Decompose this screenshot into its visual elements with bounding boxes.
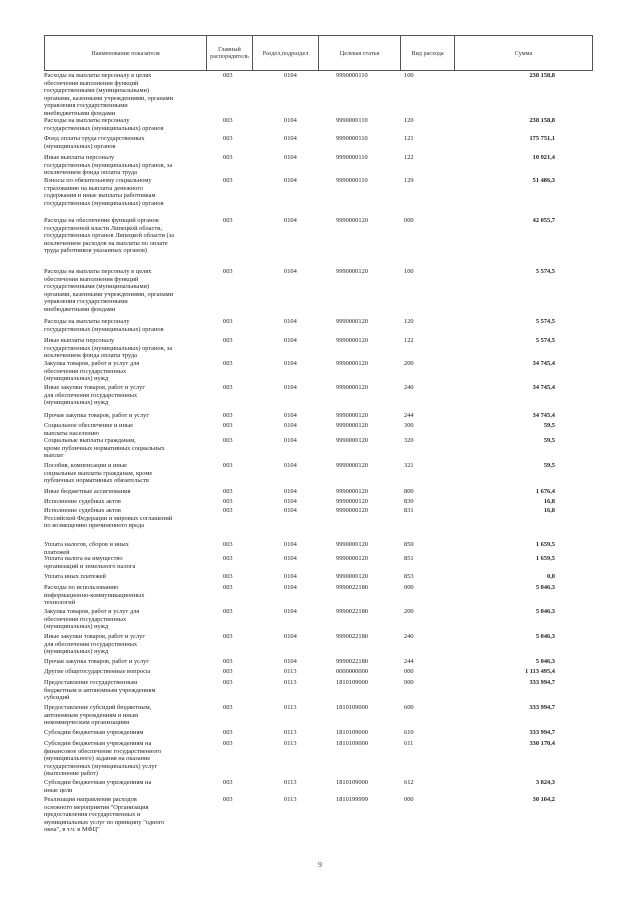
row-exptype: 000 — [404, 796, 414, 803]
row-sum: 10 921,4 — [532, 154, 555, 161]
row-sum: 59,5 — [543, 462, 555, 469]
row-exptype: 853 — [404, 573, 414, 580]
row-admin: 003 — [223, 135, 233, 142]
row-sum: 1 676,4 — [535, 488, 555, 495]
row-sum: 3 824,3 — [535, 779, 555, 786]
row-article: 9990022180 — [336, 658, 368, 665]
row-section: 0104 — [284, 217, 297, 224]
row-exptype: 240 — [404, 633, 414, 640]
row-section: 0113 — [284, 796, 297, 803]
row-section: 0104 — [284, 412, 297, 419]
row-sum: 333 994,7 — [529, 704, 555, 711]
row-name: Иные выплаты персоналу государственных (муниципальных) органов, за исключением фонда оплаты труда — [44, 154, 173, 177]
row-sum: 34 745,4 — [532, 360, 555, 367]
row-sum: 5 046,3 — [535, 608, 555, 615]
row-admin: 003 — [223, 779, 233, 786]
row-admin: 003 — [223, 154, 233, 161]
row-exptype: 200 — [404, 608, 414, 615]
row-admin: 003 — [223, 740, 233, 747]
row-section: 0104 — [284, 422, 297, 429]
row-exptype: 321 — [404, 462, 414, 469]
row-sum: 30 104,2 — [532, 796, 555, 803]
row-admin: 003 — [223, 412, 233, 419]
row-exptype: 610 — [404, 729, 414, 736]
row-article: 9990000120 — [336, 488, 368, 495]
row-admin: 003 — [223, 488, 233, 495]
row-admin: 003 — [223, 462, 233, 469]
row-exptype: 122 — [404, 154, 414, 161]
row-section: 0104 — [284, 135, 297, 142]
row-article: 1810109000 — [336, 740, 368, 747]
row-admin: 003 — [223, 573, 233, 580]
row-section: 0104 — [284, 72, 297, 79]
row-article: 9990000110 — [336, 72, 368, 79]
row-name: Субсидии бюджетным учреждениям на финансовое обеспечение государственного (муниципального) задания на оказание государственных (муниципальных) услуг (выполнение работ) — [44, 740, 162, 778]
row-article: 1810109000 — [336, 679, 368, 686]
row-sum: 5 574,5 — [535, 318, 555, 325]
row-section: 0104 — [284, 573, 297, 580]
header-exptype: Вид расхода — [401, 36, 455, 70]
row-name: Иные закупки товаров, работ и услуг для обеспечения государственных (муниципальных) нужд — [44, 633, 145, 656]
row-section: 0113 — [284, 729, 297, 736]
row-admin: 003 — [223, 217, 233, 224]
row-section: 0113 — [284, 704, 297, 711]
row-section: 0104 — [284, 154, 297, 161]
row-article: 9990000120 — [336, 360, 368, 367]
row-sum: 5 574,5 — [535, 268, 555, 275]
row-name: Расходы по использованию информационно-коммуникационных технологий — [44, 584, 145, 607]
row-article: 9990000120 — [336, 217, 368, 224]
row-exptype: 120 — [404, 117, 414, 124]
row-name: Закупка товаров, работ и услуг для обеспечения государственных (муниципальных) нужд — [44, 360, 140, 383]
row-exptype: 830 — [404, 498, 414, 505]
row-section: 0104 — [284, 437, 297, 444]
row-admin: 003 — [223, 437, 233, 444]
row-name: Взносы по обязательному социальному страхованию на выплаты денежного содержания и иные выплаты работникам государственных (муниципальных) органов — [44, 177, 164, 207]
row-section: 0104 — [284, 541, 297, 548]
row-name: Субсидии бюджетным учреждениям — [44, 729, 144, 736]
row-article: 9990000120 — [336, 507, 368, 514]
header-admin: Главный распорядитель — [207, 36, 253, 70]
row-admin: 003 — [223, 337, 233, 344]
row-sum: 51 486,3 — [532, 177, 555, 184]
row-sum: 16,8 — [543, 498, 555, 505]
row-sum: 5 046,3 — [535, 633, 555, 640]
table-header — [44, 35, 593, 71]
row-name: Расходы на выплаты персоналу государственных (муниципальных) органов — [44, 318, 164, 333]
row-sum: 59,5 — [543, 422, 555, 429]
row-exptype: 200 — [404, 360, 414, 367]
row-sum: 1 659,5 — [535, 541, 555, 548]
row-sum: 16,8 — [543, 507, 555, 514]
row-sum: 238 158,8 — [529, 117, 555, 124]
row-admin: 003 — [223, 318, 233, 325]
row-admin: 003 — [223, 608, 233, 615]
row-admin: 003 — [223, 268, 233, 275]
row-sum: 34 745,4 — [532, 412, 555, 419]
row-exptype: 244 — [404, 658, 414, 665]
row-sum: 34 745,4 — [532, 384, 555, 391]
row-section: 0113 — [284, 740, 297, 747]
row-exptype: 300 — [404, 422, 414, 429]
row-name: Реализация направления расходов основного мероприятия "Организация предоставления государственных и муниципальных услуг по принципу "одного окна", в т.ч. в МФЦ" — [44, 796, 165, 834]
row-sum: 59,5 — [543, 437, 555, 444]
row-admin: 003 — [223, 796, 233, 803]
row-name: Социальные выплаты гражданам, кроме публичных нормативных социальных выплат — [44, 437, 165, 460]
row-name: Уплата иных платежей — [44, 573, 106, 580]
row-name: Расходы на выплаты персоналу в целях обеспечения выполнения функций государственными (муниципальными) органами, казенными учреждениями, органами управления государственными внебюджетными фондами — [44, 268, 174, 313]
row-name: Исполнение судебных актов — [44, 498, 121, 505]
row-exptype: 122 — [404, 337, 414, 344]
row-exptype: 100 — [404, 72, 414, 79]
row-article: 9990000110 — [336, 135, 368, 142]
row-article: 9990022180 — [336, 584, 368, 591]
row-exptype: 800 — [404, 488, 414, 495]
row-section: 0104 — [284, 488, 297, 495]
row-article: 9990000110 — [336, 117, 368, 124]
row-exptype: 121 — [404, 135, 414, 142]
row-name: Закупка товаров, работ и услуг для обеспечения государственных (муниципальных) нужд — [44, 608, 140, 631]
row-article: 1810199999 — [336, 796, 368, 803]
row-exptype: 000 — [404, 679, 414, 686]
row-admin: 003 — [223, 422, 233, 429]
row-admin: 003 — [223, 729, 233, 736]
row-section: 0104 — [284, 658, 297, 665]
row-admin: 003 — [223, 541, 233, 548]
row-article: 9990000120 — [336, 412, 368, 419]
row-article: 0000000000 — [336, 668, 368, 675]
row-exptype: 240 — [404, 384, 414, 391]
row-article: 9990000110 — [336, 154, 368, 161]
row-admin: 003 — [223, 117, 233, 124]
row-article: 9990000120 — [336, 384, 368, 391]
row-section: 0113 — [284, 668, 297, 675]
page-number: 9 — [318, 860, 322, 869]
row-sum: 42 055,7 — [532, 217, 555, 224]
row-name: Прочая закупка товаров, работ и услуг — [44, 412, 149, 419]
row-article: 9990000120 — [336, 268, 368, 275]
row-sum: 5 046,3 — [535, 584, 555, 591]
row-sum: 333 994,7 — [529, 679, 555, 686]
row-section: 0104 — [284, 633, 297, 640]
row-name: Исполнение судебных актов Российской Федерации и мировых соглашений по возмещению причиненного вреда — [44, 507, 173, 530]
row-section: 0104 — [284, 268, 297, 275]
row-article: 9990000120 — [336, 422, 368, 429]
row-article: 1810109000 — [336, 779, 368, 786]
row-name: Предоставление субсидий бюджетным, автономным учреждениям и иным некоммерческим организациям — [44, 704, 152, 727]
row-section: 0104 — [284, 177, 297, 184]
row-sum: 175 751,1 — [529, 135, 555, 142]
row-name: Субсидии бюджетным учреждениям на иные цели — [44, 779, 152, 794]
row-name: Другие общегосударственные вопросы — [44, 668, 151, 675]
row-name: Предоставление государственным бюджетным и автономным учреждениям субсидий — [44, 679, 156, 702]
row-name: Иные выплаты персоналу государственных (муниципальных) органов, за исключением фонда оплаты труда — [44, 337, 173, 360]
row-admin: 003 — [223, 658, 233, 665]
row-exptype: 100 — [404, 268, 414, 275]
row-exptype: 129 — [404, 177, 414, 184]
row-admin: 003 — [223, 555, 233, 562]
row-sum: 5 046,3 — [535, 658, 555, 665]
row-section: 0113 — [284, 679, 297, 686]
row-exptype: 120 — [404, 318, 414, 325]
row-section: 0104 — [284, 360, 297, 367]
row-article: 1810109000 — [336, 729, 368, 736]
row-admin: 003 — [223, 584, 233, 591]
row-sum: 1 659,5 — [535, 555, 555, 562]
row-article: 9990000120 — [336, 437, 368, 444]
row-section: 0113 — [284, 779, 297, 786]
row-section: 0104 — [284, 337, 297, 344]
row-sum: 333 994,7 — [529, 729, 555, 736]
row-admin: 003 — [223, 668, 233, 675]
row-exptype: 851 — [404, 555, 414, 562]
row-admin: 003 — [223, 384, 233, 391]
row-exptype: 244 — [404, 412, 414, 419]
row-article: 9990022180 — [336, 633, 368, 640]
row-exptype: 600 — [404, 704, 414, 711]
row-exptype: 000 — [404, 217, 414, 224]
row-exptype: 320 — [404, 437, 414, 444]
row-article: 9990000120 — [336, 337, 368, 344]
row-sum: 1 113 495,4 — [524, 668, 555, 675]
row-section: 0104 — [284, 318, 297, 325]
row-name: Расходы на обеспечение функций органов государственной власти Липецкой области, государственных органов Липецкой области (за исключением расходов на выплаты по оплате труда работников указанных органов) — [44, 217, 174, 255]
row-name: Иные закупки товаров, работ и услуг для обеспечения государственных (муниципальных) нужд — [44, 384, 145, 407]
row-name: Расходы на выплаты персоналу в целях обеспечения выполнения функций государственными (муниципальными) органами, казенными учреждениями, органами управления государственными внебюджетными фондами — [44, 72, 174, 117]
row-article: 9990000120 — [336, 541, 368, 548]
row-admin: 003 — [223, 704, 233, 711]
row-section: 0104 — [284, 584, 297, 591]
row-name: Иные бюджетные ассигнования — [44, 488, 131, 495]
row-article: 9990000120 — [336, 498, 368, 505]
row-name: Фонд оплаты труда государственных (муниципальных) органов — [44, 135, 145, 150]
row-admin: 003 — [223, 507, 233, 514]
row-section: 0104 — [284, 498, 297, 505]
row-admin: 003 — [223, 498, 233, 505]
header-sum: Сумма — [514, 49, 533, 57]
row-exptype: 612 — [404, 779, 414, 786]
row-name: Уплата налогов, сборов и иных платежей — [44, 541, 129, 556]
row-admin: 003 — [223, 72, 233, 79]
row-article: 9990000120 — [336, 555, 368, 562]
row-name: Уплата налога на имущество организаций и земельного налога — [44, 555, 136, 570]
row-admin: 003 — [223, 177, 233, 184]
row-exptype: 850 — [404, 541, 414, 548]
header-name: Наименование показателя — [45, 36, 207, 70]
row-exptype: 000 — [404, 584, 414, 591]
row-sum: 0,0 — [547, 573, 555, 580]
row-article: 9990000120 — [336, 573, 368, 580]
row-section: 0104 — [284, 384, 297, 391]
row-section: 0104 — [284, 117, 297, 124]
row-name: Социальное обеспечение и иные выплаты населению — [44, 422, 134, 437]
row-exptype: 831 — [404, 507, 414, 514]
row-name: Прочая закупка товаров, работ и услуг — [44, 658, 149, 665]
row-section: 0104 — [284, 555, 297, 562]
row-article: 9990000120 — [336, 462, 368, 469]
row-name: Пособия, компенсации и иные социальные выплаты гражданам, кроме публичных нормативных обязательств — [44, 462, 153, 485]
row-article: 9990000120 — [336, 318, 368, 325]
row-exptype: 611 — [404, 740, 414, 747]
row-sum: 238 158,8 — [529, 72, 555, 79]
row-article: 9990022180 — [336, 608, 368, 615]
row-section: 0104 — [284, 608, 297, 615]
row-section: 0104 — [284, 462, 297, 469]
row-admin: 003 — [223, 360, 233, 367]
row-article: 1810109000 — [336, 704, 368, 711]
row-sum: 330 170,4 — [529, 740, 555, 747]
header-section: Раздел,подраздел — [253, 36, 319, 70]
row-admin: 003 — [223, 679, 233, 686]
row-admin: 003 — [223, 633, 233, 640]
row-sum: 5 574,5 — [535, 337, 555, 344]
row-article: 9990000110 — [336, 177, 368, 184]
row-name: Расходы на выплаты персоналу государственных (муниципальных) органов — [44, 117, 164, 132]
row-section: 0104 — [284, 507, 297, 514]
row-exptype: 000 — [404, 668, 414, 675]
header-article: Целевая статья — [319, 36, 401, 70]
